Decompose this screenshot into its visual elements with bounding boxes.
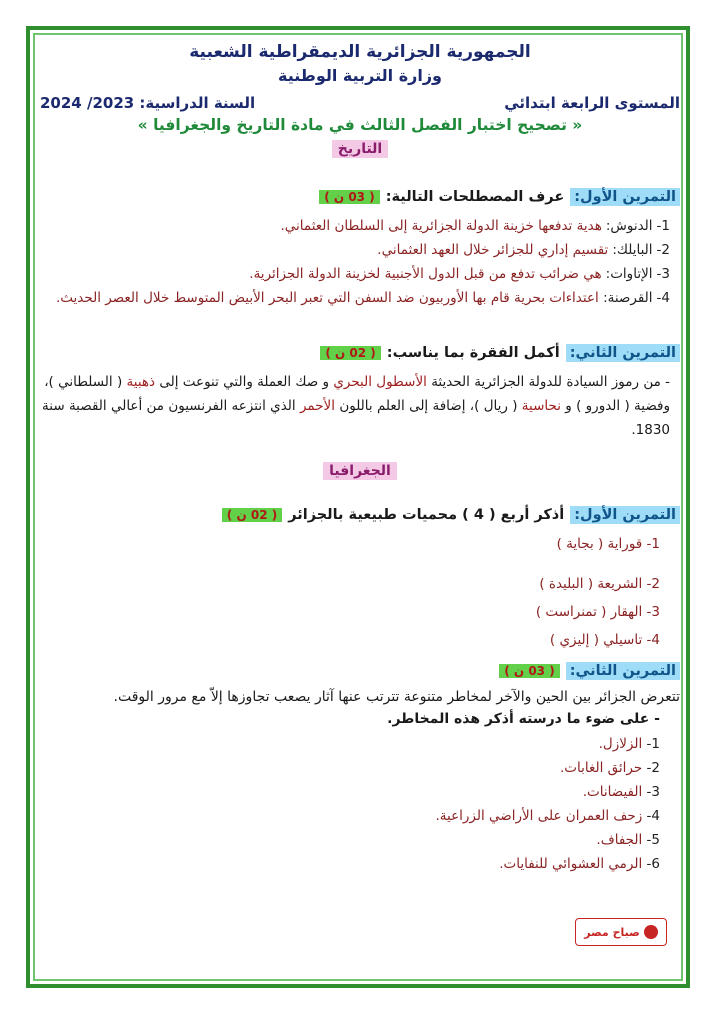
fill-paragraph: - من رموز السيادة للدولة الجزائرية الحديثة الأسطول البحري و صك العملة والتي تنوعت إلى ذهبية ( السلطاني )، وفضية ( الدورو ) و نحاسية ( ريال )، إضافة إلى العلم باللون الأحمر الذي انتزعه الفرنسيون من أعالي القصبة سنة 1830.: [42, 374, 670, 438]
logo-icon: [644, 925, 658, 939]
list-item: 2- الشريعة ( البليدة ): [539, 576, 660, 592]
list-item: 4- تاسيلي ( إليزي ): [549, 632, 660, 648]
republic-title: الجمهورية الجزائرية الديمقراطية الشعبية: [189, 42, 531, 62]
history-definitions: [40, 214, 680, 310]
exercise-label: التمرين الأول:: [570, 506, 680, 524]
list-item: 1- قوراية ( بجاية ): [556, 536, 660, 552]
history-section-label: التاريخ: [332, 140, 388, 158]
points-badge: ( 03 ن ): [499, 664, 559, 678]
ministry-title: وزارة التربية الوطنية: [277, 66, 442, 85]
list-item: 6- الرمي العشوائي للنفايات.: [499, 856, 660, 872]
nature-reserves-list: [40, 530, 680, 654]
points-badge: ( 02 ن ): [222, 508, 282, 522]
answer-fill: الأحمر: [299, 398, 336, 414]
exercise-label: التمرين الأول:: [570, 188, 680, 206]
exercise-text: عرف المصطلحات التالية:: [385, 189, 565, 205]
geography-section-label: الجغرافيا: [323, 462, 397, 480]
exam-title: « تصحيح اختبار الفصل الثالث في مادة التاريخ والجغرافيا »: [137, 116, 583, 134]
hazards-list: [40, 732, 680, 876]
hazards-intro: تتعرض الجزائر بين الحين والآخر لمخاطر متنوعة تترتب عنها آثار يصعب تجاوزها إلاّ مع مرور الوقت.: [113, 689, 680, 705]
school-year: السنة الدراسية: 2023/ 2024: [40, 94, 256, 112]
exercise-text: أذكر أربع ( 4 ) محميات طبيعية بالجزائر: [288, 507, 565, 523]
history-ex1-heading: [40, 188, 680, 206]
list-item: 2- حرائق الغابات.: [560, 760, 660, 776]
hazards-question: - على ضوء ما درسته أذكر هذه المخاطر.: [387, 711, 660, 727]
list-item: 3- الهقار ( تمنراست ): [535, 604, 660, 620]
list-item: 1- الزلازل.: [598, 736, 660, 752]
answer-fill: الأسطول البحري: [333, 374, 427, 390]
list-item: 5- الجفاف.: [596, 832, 660, 848]
exercise-label: التمرين الثاني:: [566, 662, 680, 680]
level: المستوى الرابعة ابتدائي: [504, 94, 680, 112]
exercise-text: أكمل الفقرة بما يناسب:: [386, 345, 560, 361]
points-badge: ( 03 ن ): [319, 190, 379, 204]
header: [40, 40, 680, 88]
list-item: 3- الفيضانات.: [582, 784, 660, 800]
answer-fill: ذهبية: [126, 374, 156, 390]
watermark-text: صباح مصر: [584, 925, 640, 939]
list-item: 3- الإتاوات: هي ضرائب تدفع من قبل الدول الأجنبية لخزينة الدولة الجزائرية.: [249, 266, 670, 282]
meta-row: [40, 94, 680, 112]
list-item: 4- القرصنة: اعتداءات بحرية قام بها الأوربيون ضد السفن التي تعبر البحر الأبيض المتوسط خلال العصر الحديث.: [56, 290, 670, 306]
points-badge: ( 02 ن ): [320, 346, 380, 360]
answer-fill: نحاسية: [521, 398, 561, 414]
list-item: 2- البايلك: تقسيم إداري للجزائر خلال العهد العثماني.: [377, 242, 670, 258]
exam-correction-page: [40, 40, 680, 980]
watermark-logo: [575, 918, 667, 946]
history-ex2-heading: [40, 344, 680, 362]
list-item: 4- زحف العمران على الأراضي الزراعية.: [435, 808, 660, 824]
exercise-label: التمرين الثاني:: [566, 344, 680, 362]
list-item: 1- الدنوش: هدية تدفعها خزينة الدولة الجزائرية إلى السلطان العثماني.: [280, 218, 670, 234]
geo-ex2-heading: [40, 662, 680, 680]
geo-ex1-heading: [40, 506, 680, 524]
